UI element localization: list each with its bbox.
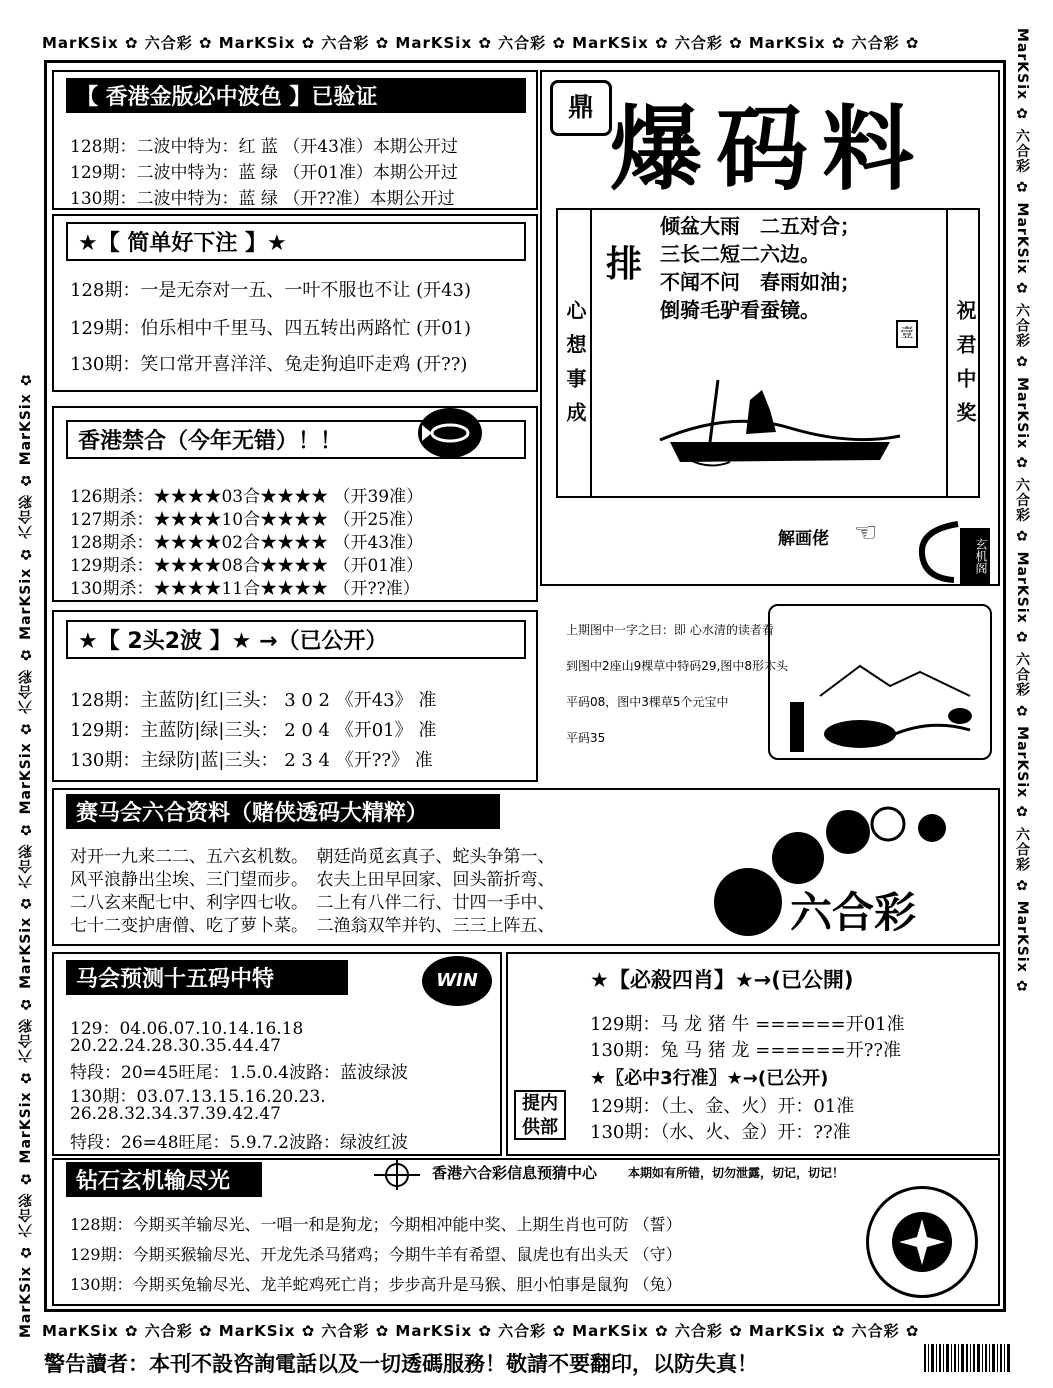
predict-row: 特段：26=48旺尾：5.9.7.2波路：绿波红波 bbox=[70, 1133, 408, 1153]
riddle-illustration bbox=[768, 604, 992, 760]
diamond-notice: 本期如有所错，切勿泄露，切记，切记！ bbox=[628, 1166, 845, 1180]
forbid-row: 129期杀：★★★★08合★★★★ （开01准） bbox=[70, 556, 424, 576]
lottery-logo-text: 六合彩 bbox=[790, 888, 917, 937]
horse-line: 七十二变护唐僧、吃了萝卜菜。 二渔翁双竿并钓、三三上阵五、 bbox=[70, 916, 555, 936]
horse-title: 赛马会六合资料（赌侠透码大精粹） bbox=[66, 794, 500, 829]
brand-strip-left: MarKSix ✿ 六合彩 ✿ MarKSix ✿ 六合彩 ✿ MarKSix ✿ 六合彩 ✿ MarKSix ✿ 六合彩 ✿ MarKSix ✿ 六合彩 ✿ MarKSix ✿ bbox=[18, 370, 34, 1338]
predict-title: 马会预测十五码中特 bbox=[66, 960, 348, 995]
diamond-title: 钻石玄机输尽光 bbox=[66, 1162, 262, 1197]
horse-line: 风平浪静出尘埃、三门望而步。 农夫上田早回家、回头箭折弯、 bbox=[70, 870, 555, 890]
barcode-icon bbox=[924, 1344, 1014, 1380]
emblem-seal bbox=[866, 1186, 978, 1298]
simple-row: 128期：一是无奈对一五、一叶不服也不让 (开43) bbox=[70, 280, 472, 301]
kill-title: ★【必殺四肖】★→(已公開) bbox=[590, 968, 854, 992]
twohead-row: 128期：主蓝防|红|三头： 3 0 2 《开43》 准 bbox=[70, 690, 437, 711]
twohead-row: 130期：主绿防|蓝|三头： 2 3 4 《开??》 准 bbox=[70, 750, 433, 771]
landscape-illustration bbox=[650, 370, 910, 484]
kill-row2: 130期：（水、火、金）开：??准 bbox=[590, 1122, 851, 1143]
kill-title2: ★〖必中3行准〗★→(已公开) bbox=[590, 1068, 829, 1089]
simple-row: 129期：伯乐相中千里马、四五转出两路忙 (开01) bbox=[70, 318, 472, 339]
predict-row: 特段：20=45旺尾：1.5.0.4波路：蓝波绿波 bbox=[70, 1063, 408, 1083]
xuanji-label: 玄机阁 bbox=[960, 528, 990, 584]
baoma-logo: 鼎 bbox=[550, 80, 612, 136]
wave-row: 128期：二波中特为：红 蓝 （开43准）本期公开过 bbox=[70, 137, 458, 157]
poem-line: 不闻不问 春雨如油； bbox=[660, 270, 860, 294]
forbid-row: 127期杀：★★★★10合★★★★ （开25准） bbox=[70, 510, 424, 530]
twohead-title: ★【 2头2波 】★ →（已公开） bbox=[66, 620, 526, 659]
last-text bbox=[566, 612, 788, 756]
seal-stamp: 壹 bbox=[896, 320, 918, 348]
diamond-row: 130期：今期买兔输尽光、龙羊蛇鸡死亡肖；步步高升是马猴、胆小怕事是鼠狗 （兔） bbox=[70, 1275, 682, 1294]
baoma-title: 爆码料 bbox=[610, 95, 929, 203]
brand-strip-bottom: MarKSix ✿ 六合彩 ✿ MarKSix ✿ 六合彩 ✿ MarKSix ✿ 六合彩 ✿ MarKSix ✿ 六合彩 ✿ MarKSix ✿ 六合彩 ✿ bbox=[42, 1322, 920, 1340]
forbid-row: 126期杀：★★★★03合★★★★ （开39准） bbox=[70, 487, 424, 507]
predict-row: 26.28.32.34.37.39.42.47 bbox=[70, 1104, 281, 1124]
forbid-row: 128期杀：★★★★02合★★★★ （开43准） bbox=[70, 533, 424, 553]
horse-line: 对开一九来二二、五六玄机数。 朝廷尚觅玄真子、蛇头争第一、 bbox=[70, 847, 555, 867]
horse-line: 二八玄来配七中、利字四七收。 二上有八伴二行、廿四一手中、 bbox=[70, 893, 555, 913]
poem-line: 三长二短二六边。 bbox=[660, 242, 820, 266]
diamond-row: 129期：今期买猴输尽光、开龙先杀马猪鸡；今期牛羊有希望、鼠虎也有出头天 （守） bbox=[70, 1245, 682, 1264]
predict-row: 20.22.24.28.30.35.44.47 bbox=[70, 1036, 281, 1056]
warning-text: 警告讀者：本刊不設咨詢電話以及一切透碼服務！敬請不要翻印，以防失真！ bbox=[44, 1352, 758, 1376]
pointing-hand-icon: ☜ bbox=[854, 518, 878, 548]
simple-row: 130期：笑口常开喜洋洋、兔走狗追吓走鸡 (开??) bbox=[70, 354, 468, 375]
kill-row2: 129期：（土、金、火）开：01准 bbox=[590, 1096, 855, 1117]
horse-lines bbox=[70, 846, 555, 938]
pai-label: 排 bbox=[606, 244, 643, 285]
predict-row: 130期：03.07.13.15.16.20.23. bbox=[70, 1087, 326, 1107]
xuanji-curve bbox=[914, 520, 964, 588]
forbid-row: 130期杀：★★★★11合★★★★ （开??准） bbox=[70, 579, 420, 599]
wave-row: 130期：二波中特为：蓝 绿 （开??准）本期公开过 bbox=[70, 189, 455, 209]
brand-strip-right: MarKSix ✿ 六合彩 ✿ MarKSix ✿ 六合彩 ✿ MarKSix ✿ 六合彩 ✿ MarKSix ✿ 六合彩 ✿ MarKSix ✿ 六合彩 ✿ MarKSix ✿ bbox=[1014, 28, 1030, 996]
wave-row: 129期：二波中特为：蓝 绿 （开01准）本期公开过 bbox=[70, 163, 458, 183]
wave-title: 【 香港金版必中波色 】已验证 bbox=[66, 78, 526, 113]
last-line: 平码35 bbox=[566, 731, 606, 745]
baoma-poem bbox=[660, 212, 860, 324]
forbid-title: 香港禁合（今年无错）！！ bbox=[66, 420, 526, 459]
diamond-center: 香港六合彩信息预猜中心 bbox=[432, 1164, 598, 1182]
poem-line: 倒骑毛驴看蚕镜。 bbox=[660, 298, 820, 322]
last-line: 平码08，图中3棵草5个元宝中 bbox=[566, 695, 729, 709]
scroll-right-text: 祝君中奖 bbox=[946, 208, 980, 498]
win-badge: WIN bbox=[422, 956, 492, 1006]
poem-line: 倾盆大雨 二五对合； bbox=[660, 214, 860, 238]
kill-row: 130期：兔 马 猪 龙 ======开??准 bbox=[590, 1040, 902, 1061]
jiehua-label: 解画佬 bbox=[778, 529, 829, 549]
last-line: 到图中2座山9棵草中特码29,图中8形木头 bbox=[566, 659, 788, 673]
brand-strip-top: MarKSix ✿ 六合彩 ✿ MarKSix ✿ 六合彩 ✿ MarKSix ✿ 六合彩 ✿ MarKSix ✿ 六合彩 ✿ MarKSix ✿ 六合彩 ✿ bbox=[42, 34, 920, 52]
internal-stamp: 提内供部 bbox=[514, 1090, 566, 1140]
diamond-row: 128期：今期买羊输尽光、一唱一和是狗龙；今期相冲能中奖、上期生肖也可防 （誓） bbox=[70, 1215, 682, 1234]
scroll-left-text: 心想事成 bbox=[556, 208, 592, 498]
target-icon bbox=[374, 1160, 420, 1190]
last-line: 上期图中一字之曰：即 心水清的读者看 bbox=[566, 623, 774, 637]
simple-title: ★【 简单好下注 】★ bbox=[66, 222, 526, 261]
predict-row: 129：04.06.07.10.14.16.18 bbox=[70, 1019, 304, 1039]
twohead-row: 129期：主蓝防|绿|三头： 2 0 4 《开01》 准 bbox=[70, 720, 437, 741]
kill-row: 129期：马 龙 猪 牛 ======开01准 bbox=[590, 1014, 905, 1035]
fish-icon bbox=[418, 408, 482, 458]
